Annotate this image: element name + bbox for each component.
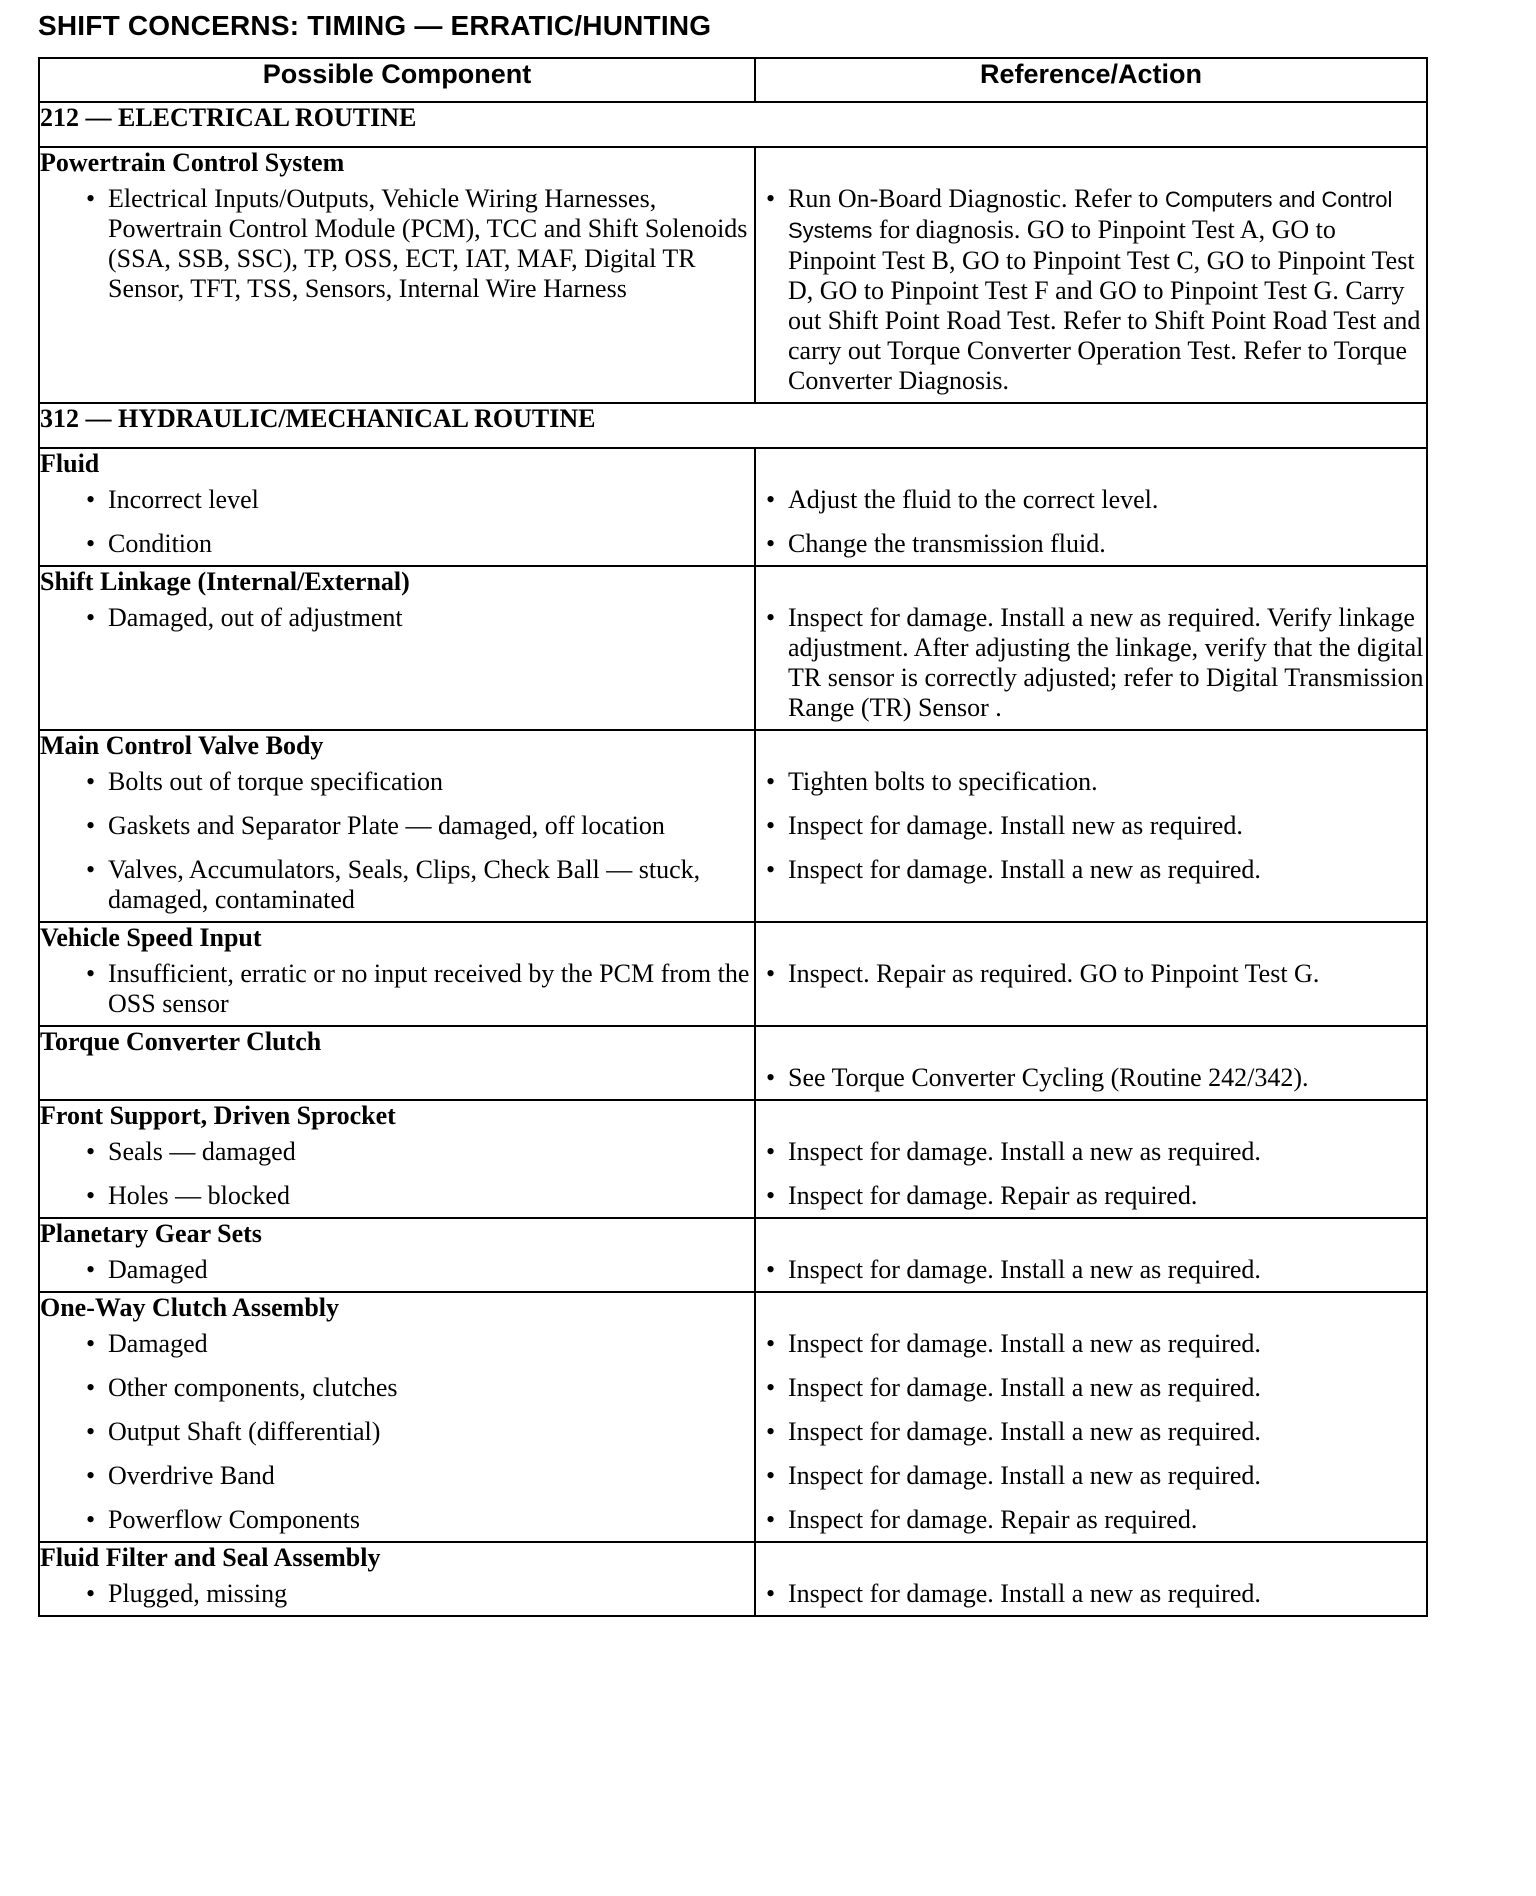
component-text: Incorrect level xyxy=(108,485,259,514)
action-item xyxy=(756,767,1426,797)
action-cell xyxy=(755,448,1427,566)
component-text: Other components, clutches xyxy=(108,1373,398,1402)
table-row xyxy=(39,1026,1427,1100)
component-cell xyxy=(39,147,755,403)
bullet-icon: • xyxy=(766,1329,776,1358)
component-group-title: One-Way Clutch Assembly xyxy=(40,1293,340,1322)
action-text-part: for diagnosis. GO to Pinpoint Test A, GO to Pinpoint Test B, GO to Pinpoint Test C, GO to Pinpoint Test D, GO to Pinpoint Test F and GO to Pinpoint Test G. Carry out Shift Point Road Test. Refer to Shift Point Road Test and carry out Torque Converter Operation Test. Refer to Torque Converter Diagnosis. xyxy=(788,215,1421,395)
bullet-icon: • xyxy=(766,485,776,514)
component-cell xyxy=(39,1026,755,1100)
component-text: Insufficient, erratic or no input received by the PCM from the OSS sensor xyxy=(108,959,750,1018)
bullet-icon: • xyxy=(766,1137,776,1166)
component-text: Bolts out of torque specification xyxy=(108,767,444,796)
table-row xyxy=(39,1542,1427,1616)
action-item xyxy=(756,1505,1426,1535)
component-item xyxy=(40,855,754,915)
action-spacer xyxy=(756,731,1426,767)
component-text: Powerflow Components xyxy=(108,1505,361,1534)
action-cell xyxy=(755,1218,1427,1292)
bullet-icon: • xyxy=(86,1579,96,1608)
action-item xyxy=(756,811,1426,841)
action-item xyxy=(756,603,1426,723)
table-row xyxy=(39,1292,1427,1542)
component-text: Electrical Inputs/Outputs, Vehicle Wiring Harnesses, Powertrain Control Module (PCM), TCC and Shift Solenoids (SSA, SSB, SSC), TP, OSS, ECT, IAT, MAF, Digital TR Sensor, TFT, TSS, Sensors, Internal Wire Harness xyxy=(108,184,748,303)
table-row xyxy=(39,1218,1427,1292)
action-item xyxy=(756,184,1426,396)
component-item xyxy=(40,1417,754,1447)
routine-label: 312 — HYDRAULIC/MECHANICAL ROUTINE xyxy=(39,403,1427,448)
page-title: SHIFT CONCERNS: TIMING — ERRATIC/HUNTING xyxy=(38,10,712,41)
action-cell xyxy=(755,147,1427,403)
bullet-icon: • xyxy=(766,529,776,558)
component-group-title: Planetary Gear Sets xyxy=(40,1219,262,1248)
bullet-icon: • xyxy=(86,767,96,796)
component-item xyxy=(40,184,754,304)
action-spacer xyxy=(756,1293,1426,1329)
action-spacer xyxy=(756,148,1426,184)
action-text: Inspect for damage. Repair as required. xyxy=(788,1505,1198,1534)
action-item xyxy=(756,1063,1426,1093)
action-item xyxy=(756,1579,1426,1609)
table-row xyxy=(39,566,1427,730)
bullet-icon: • xyxy=(86,1329,96,1358)
bullet-icon: • xyxy=(86,959,96,988)
action-cell xyxy=(755,566,1427,730)
action-text: Inspect for damage. Repair as required. xyxy=(788,1181,1198,1210)
action-text: Inspect for damage. Install a new as required. xyxy=(788,1137,1261,1166)
action-spacer xyxy=(756,923,1426,959)
action-text-part: Run On-Board Diagnostic. Refer to xyxy=(788,184,1165,213)
component-item xyxy=(40,1505,754,1535)
action-item xyxy=(756,1137,1426,1167)
action-spacer xyxy=(756,449,1426,485)
routine-label: 212 — ELECTRICAL ROUTINE xyxy=(39,102,1427,147)
component-cell xyxy=(39,1100,755,1218)
bullet-icon: • xyxy=(766,603,776,632)
action-text: Inspect for damage. Install a new as required. xyxy=(788,1329,1261,1358)
table-row xyxy=(39,922,1427,1026)
component-group-title: Fluid xyxy=(40,449,100,478)
component-text: Damaged xyxy=(108,1329,208,1358)
bullet-icon: • xyxy=(766,1373,776,1402)
component-cell xyxy=(39,1542,755,1616)
component-item xyxy=(40,485,754,515)
action-text: See Torque Converter Cycling (Routine 242/342). xyxy=(788,1063,1309,1092)
reference-link-text: Computers and Control Systems xyxy=(788,187,1393,243)
bullet-icon: • xyxy=(86,1137,96,1166)
bullet-icon: • xyxy=(86,1417,96,1446)
bullet-icon: • xyxy=(766,811,776,840)
component-cell xyxy=(39,566,755,730)
component-text: Overdrive Band xyxy=(108,1461,275,1490)
component-text: Holes — blocked xyxy=(108,1181,290,1210)
bullet-icon: • xyxy=(86,529,96,558)
action-text: Tighten bolts to specification. xyxy=(788,767,1098,796)
action-text: Inspect for damage. Install a new as required. xyxy=(788,1461,1261,1490)
component-cell xyxy=(39,730,755,922)
bullet-icon: • xyxy=(766,1063,776,1092)
action-text: Inspect for damage. Install a new as required. Verify linkage adjustment. After adjusting the linkage, verify that the digital TR sensor is correctly adjusted; refer to Digital Transmission Range (TR) Sensor . xyxy=(788,603,1424,722)
action-cell xyxy=(755,1026,1427,1100)
action-cell xyxy=(755,1292,1427,1542)
bullet-icon: • xyxy=(86,1255,96,1284)
action-cell xyxy=(755,1542,1427,1616)
component-group-title: Main Control Valve Body xyxy=(40,731,324,760)
action-item xyxy=(756,485,1426,515)
bullet-icon: • xyxy=(766,855,776,884)
bullet-icon: • xyxy=(766,959,776,988)
table-row xyxy=(39,1100,1427,1218)
component-cell xyxy=(39,448,755,566)
action-text: Inspect for damage. Install a new as required. xyxy=(788,1373,1261,1402)
bullet-icon: • xyxy=(86,485,96,514)
action-spacer xyxy=(756,567,1426,603)
table-row xyxy=(39,730,1427,922)
bullet-icon: • xyxy=(766,1417,776,1446)
component-item xyxy=(40,1329,754,1359)
bullet-icon: • xyxy=(86,603,96,632)
action-text: Inspect for damage. Install a new as required. xyxy=(788,1579,1261,1608)
component-item xyxy=(40,1137,754,1167)
bullet-icon: • xyxy=(86,184,96,213)
component-text: Output Shaft (differential) xyxy=(108,1417,381,1446)
bullet-icon: • xyxy=(86,1181,96,1210)
routine-row xyxy=(39,102,1427,147)
component-text: Damaged xyxy=(108,1255,208,1284)
component-text: Plugged, missing xyxy=(108,1579,288,1608)
component-item xyxy=(40,959,754,1019)
action-spacer xyxy=(756,1101,1426,1137)
bullet-icon: • xyxy=(86,855,96,884)
component-cell xyxy=(39,1292,755,1542)
component-cell xyxy=(39,922,755,1026)
action-item xyxy=(756,1373,1426,1403)
bullet-icon: • xyxy=(766,184,776,213)
action-cell xyxy=(755,922,1427,1026)
action-text: Inspect for damage. Install a new as required. xyxy=(788,1255,1261,1284)
component-group-title: Torque Converter Clutch xyxy=(40,1027,322,1056)
component-text: Condition xyxy=(108,529,213,558)
action-item xyxy=(756,1255,1426,1285)
component-group-title: Fluid Filter and Seal Assembly xyxy=(40,1543,381,1572)
component-item xyxy=(40,1373,754,1403)
component-item xyxy=(40,1255,754,1285)
action-item xyxy=(756,855,1426,885)
action-item xyxy=(756,1417,1426,1447)
component-text: Valves, Accumulators, Seals, Clips, Check Ball — stuck, damaged, contaminated xyxy=(108,855,701,914)
bullet-icon: • xyxy=(86,1505,96,1534)
bullet-icon: • xyxy=(86,1373,96,1402)
component-item xyxy=(40,767,754,797)
action-item xyxy=(756,1181,1426,1211)
bullet-icon: • xyxy=(766,1505,776,1534)
component-text: Damaged, out of adjustment xyxy=(108,603,403,632)
action-item xyxy=(756,529,1426,559)
column-header-component: Possible Component xyxy=(39,58,755,102)
action-text: Inspect. Repair as required. GO to Pinpoint Test G. xyxy=(788,959,1320,988)
action-text: Inspect for damage. Install new as required. xyxy=(788,811,1243,840)
component-group-title: Front Support, Driven Sprocket xyxy=(40,1101,396,1130)
component-group-title: Shift Linkage (Internal/External) xyxy=(40,567,410,596)
bullet-icon: • xyxy=(766,1255,776,1284)
bullet-icon: • xyxy=(86,811,96,840)
component-item xyxy=(40,811,754,841)
action-text: Adjust the fluid to the correct level. xyxy=(788,485,1159,514)
bullet-icon: • xyxy=(766,767,776,796)
table-row xyxy=(39,448,1427,566)
table-header-row xyxy=(39,58,1427,102)
bullet-icon: • xyxy=(766,1181,776,1210)
action-cell xyxy=(755,1100,1427,1218)
bullet-icon: • xyxy=(766,1461,776,1490)
action-spacer xyxy=(756,1219,1426,1255)
diagnosis-table xyxy=(38,57,1428,1617)
component-group-title: Vehicle Speed Input xyxy=(40,923,262,952)
routine-row xyxy=(39,403,1427,448)
action-spacer xyxy=(756,1543,1426,1579)
component-item xyxy=(40,529,754,559)
component-group-title: Powertrain Control System xyxy=(40,148,345,177)
action-text xyxy=(788,184,1426,396)
action-spacer xyxy=(756,1027,1426,1063)
action-text: Change the transmission fluid. xyxy=(788,529,1106,558)
component-text: Seals — damaged xyxy=(108,1137,296,1166)
action-item xyxy=(756,959,1426,989)
action-cell xyxy=(755,730,1427,922)
bullet-icon: • xyxy=(86,1461,96,1490)
component-item xyxy=(40,1579,754,1609)
component-item xyxy=(40,1181,754,1211)
action-item xyxy=(756,1461,1426,1491)
column-header-action: Reference/Action xyxy=(755,58,1427,102)
component-text: Gaskets and Separator Plate — damaged, off location xyxy=(108,811,665,840)
action-text: Inspect for damage. Install a new as required. xyxy=(788,855,1261,884)
component-item xyxy=(40,603,754,633)
table-row xyxy=(39,147,1427,403)
component-cell xyxy=(39,1218,755,1292)
component-item xyxy=(40,1461,754,1491)
action-item xyxy=(756,1329,1426,1359)
bullet-icon: • xyxy=(766,1579,776,1608)
action-text: Inspect for damage. Install a new as required. xyxy=(788,1417,1261,1446)
